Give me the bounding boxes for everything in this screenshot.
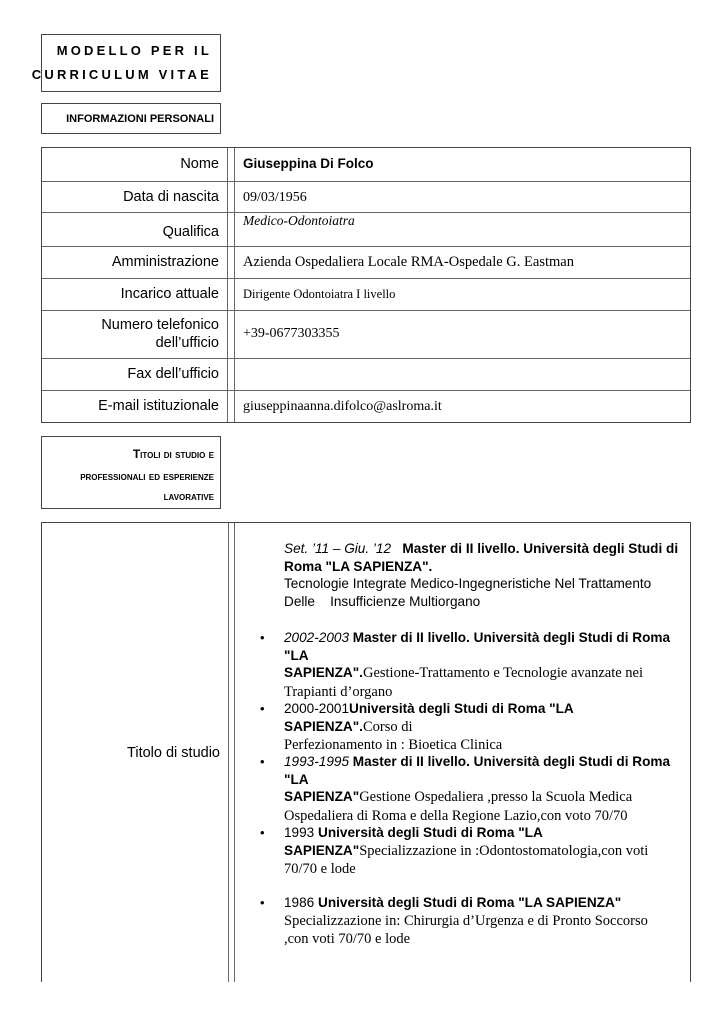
value-amministrazione: Azienda Ospedaliera Locale RMA-Ospedale G. Eastman xyxy=(243,254,574,270)
personal-info-table xyxy=(41,147,691,423)
label-titolo-studio: Titolo di studio xyxy=(127,745,220,761)
label-fax: Fax dell’ufficio xyxy=(127,366,219,382)
entry-4-desc-a: Gestione Ospedaliera ,presso la Scuola Medica xyxy=(359,789,633,805)
studio-entry-4 xyxy=(244,753,684,825)
entry-1-line1: Tecnologie Integrate Medico-Ingegneristiche Nel Trattamento xyxy=(284,576,652,591)
bullet-icon: • xyxy=(260,701,265,716)
label-email: E-mail istituzionale xyxy=(98,398,219,414)
entry-5-desc-a: Specializzazione in :Odontostomatologia,con voti xyxy=(359,842,649,859)
label-data-nascita: Data di nascita xyxy=(123,189,219,205)
entry-3-date: 2000-2001 xyxy=(284,701,350,716)
entry-2-date: 2002-2003 xyxy=(284,630,350,645)
entry-5-institution-b: SAPIENZA" xyxy=(284,842,360,858)
studio-entry-3 xyxy=(244,700,684,755)
entry-1-line2: Delle Insufficienze Multiorgano xyxy=(284,593,481,609)
bullet-icon: • xyxy=(260,825,265,840)
entry-5-desc-b: 70/70 e lode xyxy=(284,861,356,877)
bullet-icon: • xyxy=(260,630,265,645)
value-data-nascita: 09/03/1956 xyxy=(243,190,307,205)
label-amministrazione: Amministrazione xyxy=(111,254,219,270)
label-telefono-line1: Numero telefonico xyxy=(101,317,219,333)
entry-1-institution: Master di II livello. Università degli Studi di Roma "LA SAPIENZA". xyxy=(284,541,679,574)
entry-5-institution-a: Università degli Studi di Roma "LA xyxy=(318,825,543,840)
entry-3-desc-b: Perfezionamento in : Bioetica Clinica xyxy=(284,737,503,753)
entry-3-institution: Università degli Studi di Roma "LA SAPIENZA". xyxy=(284,701,574,734)
entry-1-date: Set. ’11 – Giu. ’12 xyxy=(284,541,392,556)
entry-6-date: 1986 xyxy=(284,895,315,910)
entry-4-institution-a: Master di II livello. Università degli Studi di Roma "LA xyxy=(284,754,671,787)
bullet-icon: • xyxy=(260,754,265,769)
entry-6-institution: Università degli Studi di Roma "LA SAPIENZA" xyxy=(318,895,622,910)
value-qualifica: Medico-Odontoiatra xyxy=(243,213,355,228)
entry-6-desc-a: Specializzazione in: Chirurgia d’Urgenza e di Pronto Soccorso xyxy=(284,912,648,929)
entry-4-institution-b: SAPIENZA" xyxy=(284,789,360,804)
cv-title-box xyxy=(31,34,221,92)
entry-4-date: 1993-1995 xyxy=(284,754,350,769)
entry-6-desc-b: ,con voti 70/70 e lode xyxy=(284,931,411,947)
cv-title-line-1: MODELLO PER IL xyxy=(56,43,212,58)
personal-info-heading xyxy=(41,103,221,134)
value-nome: Giuseppina Di Folco xyxy=(243,156,374,171)
entry-2-desc-b: Trapianti d’organo xyxy=(284,683,393,700)
value-incarico: Dirigente Odontoiatra I livello xyxy=(243,287,396,301)
label-telefono-line2: dell’ufficio xyxy=(155,335,219,351)
row-telefono xyxy=(42,310,690,359)
value-email: giuseppinaanna.difolco@aslroma.it xyxy=(243,399,442,414)
value-telefono: +39-0677303355 xyxy=(243,326,340,341)
row-incarico xyxy=(42,278,690,311)
row-amministrazione xyxy=(42,246,690,279)
label-qualifica: Qualifica xyxy=(162,224,219,240)
studio-entry-6 xyxy=(244,894,684,949)
label-incarico: Incarico attuale xyxy=(120,286,219,302)
personal-info-heading-text: INFORMAZIONI PERSONALI xyxy=(66,113,214,125)
titoli-heading-line2: professionali ed esperienze xyxy=(80,469,214,483)
cv-title-line-2: CURRICULUM VITAE xyxy=(31,67,212,82)
entry-2-institution-b: SAPIENZA". xyxy=(284,665,363,680)
studio-entry-1 xyxy=(244,540,684,610)
studio-entry-2 xyxy=(244,629,684,701)
entry-3-desc-a: Corso di xyxy=(362,718,413,735)
label-nome: Nome xyxy=(180,156,219,172)
titoli-heading-line3: lavorative xyxy=(163,489,214,503)
studio-entry-5 xyxy=(244,824,684,879)
entry-4-desc-b: Ospedaliera di Roma e della Regione Lazio,con voto 70/70 xyxy=(284,807,628,824)
bullet-icon: • xyxy=(260,895,265,910)
titoli-heading-line1: Titoli di studio e xyxy=(132,447,214,461)
titoli-heading xyxy=(41,436,221,509)
entry-2-desc-a: Gestione-Trattamento e Tecnologie avanzate nei xyxy=(362,665,643,681)
entry-2-institution-a: Master di II livello. Università degli Studi di Roma "LA xyxy=(284,630,671,663)
row-email xyxy=(42,390,690,422)
row-fax xyxy=(42,358,690,391)
row-data-nascita xyxy=(42,181,690,213)
row-nome xyxy=(42,148,690,182)
entry-5-date: 1993 xyxy=(284,825,315,840)
row-qualifica xyxy=(42,212,690,247)
